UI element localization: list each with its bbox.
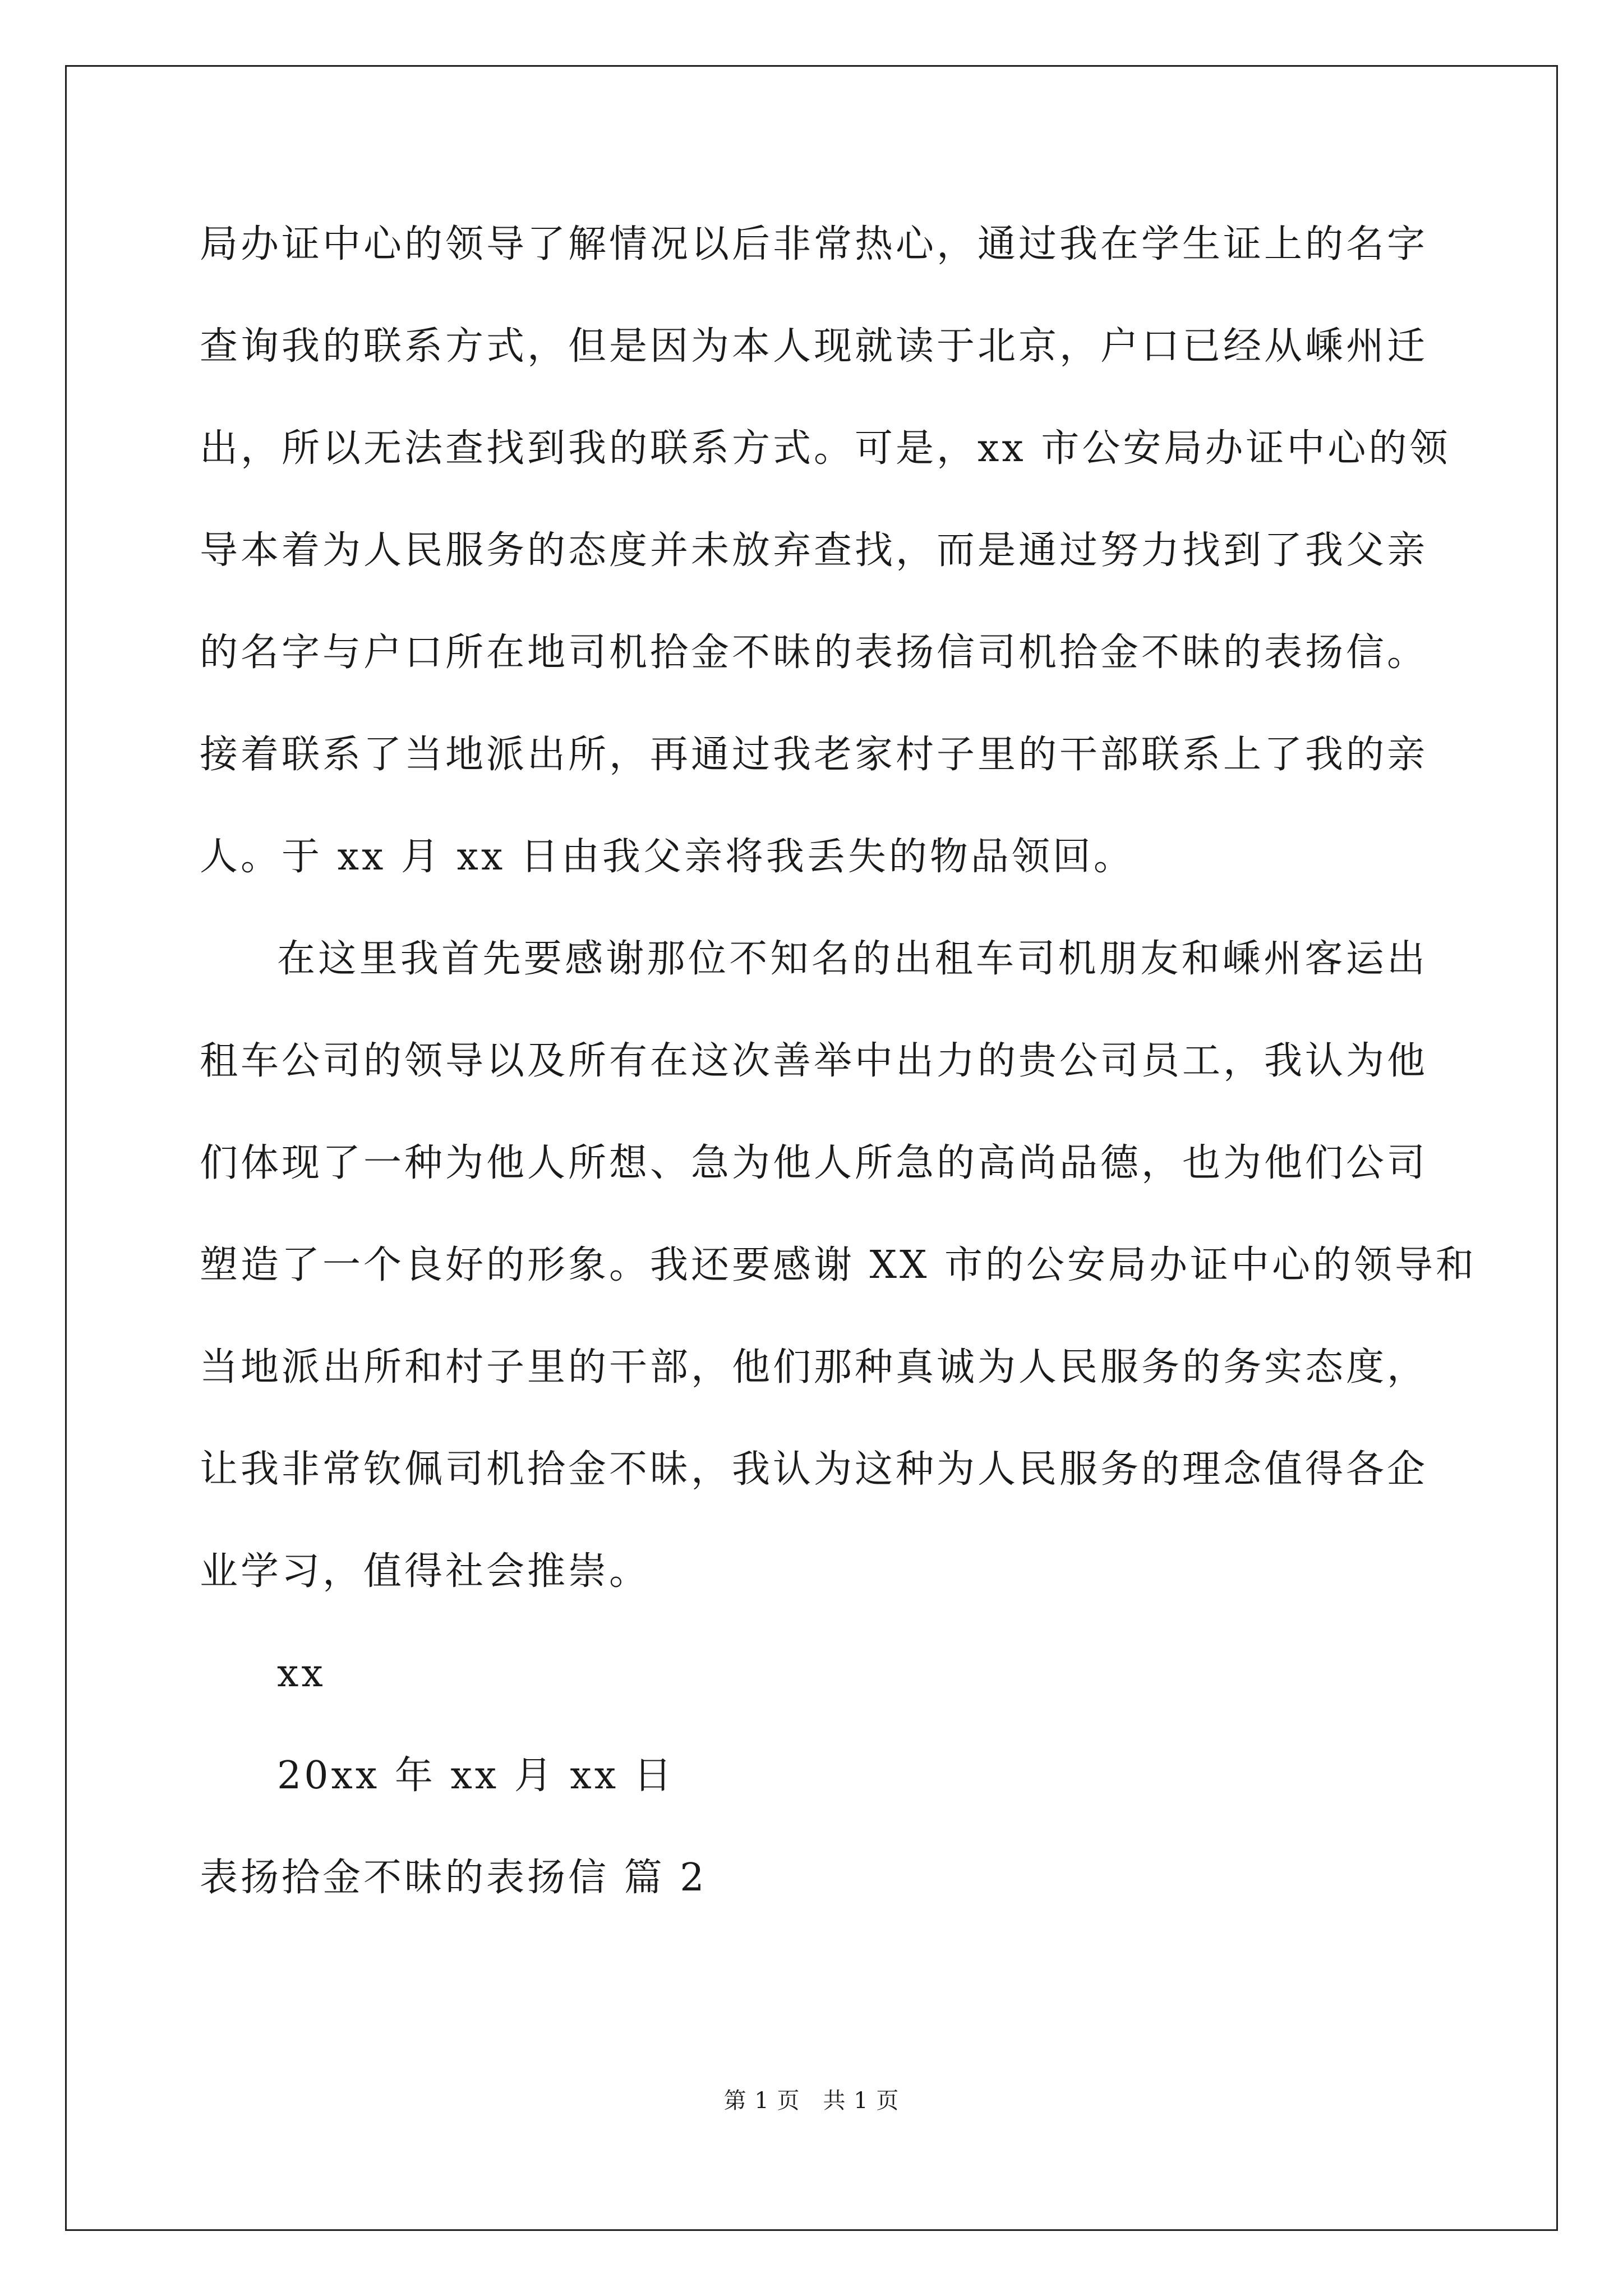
text-line: 局办证中心的领导了解情况以后非常热心，通过我在学生证上的名字 xyxy=(200,222,1428,266)
text-line: 让我非常钦佩司机拾金不昧，我认为这种为人民服务的理念值得各企 xyxy=(200,1447,1428,1492)
page-footer: 第 1 页 共 1 页 xyxy=(723,2088,900,2114)
text-line: 当地派出所和村子里的干部，他们那种真诚为人民服务的务实态度， xyxy=(200,1345,1428,1389)
text-line: 查询我的联系方式，但是因为本人现就读于北京，户口已经从嵊州迁 xyxy=(200,324,1428,369)
text-line: 出，所以无法查找到我的联系方式。可是，xx 市公安局办证中心的领 xyxy=(200,426,1451,471)
section-heading: 表扬拾金不昧的表扬信 篇 2 xyxy=(200,1856,707,1900)
text-line: 的名字与户口所在地司机拾金不昧的表扬信司机拾金不昧的表扬信。 xyxy=(200,631,1428,675)
text-line: 塑造了一个良好的形象。我还要感谢 XX 市的公安局办证中心的领导和 xyxy=(200,1243,1477,1287)
text-line: 业学习，值得社会推崇。 xyxy=(200,1549,651,1594)
text-line: 在这里我首先要感谢那位不知名的出租车司机朋友和嵊州客运出 xyxy=(277,937,1428,981)
signature-text: xx xyxy=(277,1651,326,1696)
text-line: 们体现了一种为他人所想、急为他人所急的高尚品德，也为他们公司 xyxy=(200,1141,1428,1185)
text-line: 接着联系了当地派出所，再通过我老家村子里的干部联系上了我的亲 xyxy=(200,733,1428,777)
text-line: 租车公司的领导以及所有在这次善举中出力的贵公司员工，我认为他 xyxy=(200,1039,1428,1083)
text-line: 人。于 xx 月 xx 日由我父亲将我丢失的物品领回。 xyxy=(200,835,1135,879)
date-text: 20xx 年 xx 月 xx 日 xyxy=(277,1754,675,1798)
text-line: 导本着为人民服务的态度并未放弃查找，而是通过努力找到了我父亲 xyxy=(200,528,1428,573)
